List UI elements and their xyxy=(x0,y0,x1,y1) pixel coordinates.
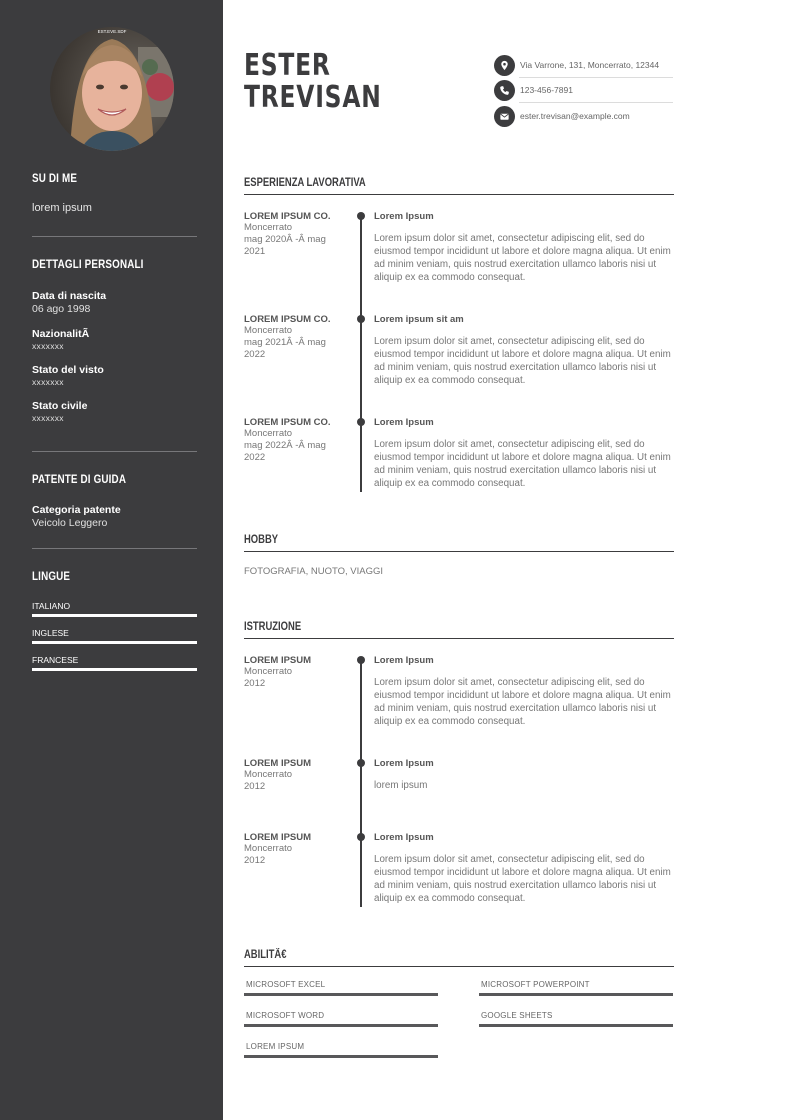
timeline-dot xyxy=(357,418,365,426)
email-text[interactable]: ester.trevisan@example.com xyxy=(520,111,630,121)
contact-divider xyxy=(519,102,673,103)
education-details xyxy=(374,758,672,792)
skill-item xyxy=(479,980,673,996)
company-name: LOREM IPSUM CO. xyxy=(244,211,331,222)
contact-email xyxy=(494,104,673,128)
license-value: Veicolo Leggero xyxy=(32,517,108,529)
hobby-title-text: HOBBY xyxy=(244,534,279,546)
skill-level-bar xyxy=(244,1024,438,1027)
detail-value: xxxxxxx xyxy=(32,377,64,387)
languages-title: LINGUE xyxy=(32,569,71,583)
detail-label: Stato del visto xyxy=(32,364,104,376)
school-year: 2012 xyxy=(244,855,266,866)
education-meta xyxy=(244,758,349,793)
license-title: PATENTE DI GUIDA xyxy=(32,472,127,486)
job-role: Lorem Ipsum xyxy=(374,417,434,428)
company-name: LOREM IPSUM CO. xyxy=(244,314,331,325)
education-title xyxy=(244,621,674,633)
skill-item xyxy=(244,1042,438,1058)
job-description: Lorem ipsum dolor sit amet, consectetur adipiscing elit, sed do eiusmod tempor incididunt ut labore et dolore magna aliqua. Ut enim ad minim veniam, quis nostrud exercitation ullamco laboris nisi ut aliquip ex ea commodo consequat. xyxy=(374,336,671,386)
envelope-icon xyxy=(494,106,515,127)
first-name: ESTER xyxy=(244,48,331,83)
detail-value: xxxxxxx xyxy=(32,341,64,351)
degree-description: Lorem ipsum dolor sit amet, consectetur adipiscing elit, sed do eiusmod tempor incididunt ut labore et dolore magna aliqua. Ut enim ad minim veniam, quis nostrud exercitation ullamco laboris nisi ut aliquip ex ea commodo consequat. xyxy=(374,677,671,727)
degree-title: Lorem Ipsum xyxy=(374,758,434,769)
job-description: Lorem ipsum dolor sit amet, consectetur adipiscing elit, sed do eiusmod tempor incididunt ut labore et dolore magna aliqua. Ut enim ad minim veniam, quis nostrud exercitation ullamco laboris nisi ut aliquip ex ea commodo consequat. xyxy=(374,233,671,283)
detail-label: Data di nascita xyxy=(32,290,107,302)
timeline-dot xyxy=(357,315,365,323)
personal-title: DETTAGLI PERSONALI xyxy=(32,257,144,271)
skill-name: LOREM IPSUM xyxy=(246,1042,305,1051)
job-date-end: 2022 xyxy=(244,349,266,360)
experience-meta xyxy=(244,417,349,464)
education-details xyxy=(374,832,672,905)
skill-item xyxy=(479,1011,673,1027)
phone-text[interactable]: 123-456-7891 xyxy=(520,85,573,95)
language-item xyxy=(32,655,197,671)
degree-description: Lorem ipsum dolor sit amet, consectetur adipiscing elit, sed do eiusmod tempor incididunt ut labore et dolore magna aliqua. Ut enim ad minim veniam, quis nostrud exercitation ullamco laboris nisi ut aliquip ex ea commodo consequat. xyxy=(374,854,671,904)
school-location: Moncerrato xyxy=(244,666,293,677)
education-title-text: ISTRUZIONE xyxy=(244,621,302,633)
section-rule xyxy=(244,638,674,639)
school-name: LOREM IPSUM xyxy=(244,655,312,666)
detail-label: NazionalitÃ xyxy=(32,328,90,340)
job-role: Lorem Ipsum xyxy=(374,211,434,222)
hobby-text: FOTOGRAFIA, NUOTO, VIAGGI xyxy=(244,566,383,577)
education-meta xyxy=(244,655,349,690)
experience-timeline xyxy=(360,216,362,492)
languages-section xyxy=(32,569,197,671)
experience-details xyxy=(374,211,672,284)
job-date: mag 2021Â -Â mag xyxy=(244,337,326,348)
skills-title-text: ABILITÃ€ xyxy=(244,949,287,961)
about-text: lorem ipsum xyxy=(32,202,92,214)
sidebar-divider xyxy=(32,236,197,237)
school-year: 2012 xyxy=(244,781,266,792)
license-section xyxy=(32,472,197,529)
experience-meta xyxy=(244,211,349,258)
section-rule xyxy=(244,194,674,195)
timeline-dot xyxy=(357,833,365,841)
contact-address xyxy=(494,53,673,77)
section-rule xyxy=(244,551,674,552)
personal-section xyxy=(32,257,197,423)
job-date-end: 2021 xyxy=(244,246,266,257)
education-meta xyxy=(244,832,349,867)
school-location: Moncerrato xyxy=(244,769,293,780)
detail-label: Stato civile xyxy=(32,400,88,412)
timeline-dot xyxy=(357,212,365,220)
job-role: Lorem ipsum sit am xyxy=(374,314,464,325)
language-level-bar xyxy=(32,614,197,617)
language-level-bar xyxy=(32,641,197,644)
photo-caption: EST.EVE.SDF xyxy=(97,29,127,34)
license-label: Categoria patente xyxy=(32,504,121,516)
skills-title xyxy=(244,949,674,961)
school-year: 2012 xyxy=(244,678,266,689)
skill-item xyxy=(244,980,438,996)
job-date-end: 2022 xyxy=(244,452,266,463)
detail-value: 06 ago 1998 xyxy=(32,303,91,315)
experience-meta xyxy=(244,314,349,361)
job-date: mag 2020Â -Â mag xyxy=(244,234,326,245)
address-text: Via Varrone, 131, Moncerrato, 12344 xyxy=(520,60,660,70)
personal-item xyxy=(32,364,197,387)
school-name: LOREM IPSUM xyxy=(244,758,312,769)
language-item xyxy=(32,601,197,617)
skill-name: GOOGLE SHEETS xyxy=(481,1011,553,1020)
skill-name: MICROSOFT WORD xyxy=(246,1011,325,1020)
skill-name: MICROSOFT EXCEL xyxy=(246,980,326,989)
job-location: Moncerrato xyxy=(244,222,293,233)
job-location: Moncerrato xyxy=(244,325,293,336)
profile-photo xyxy=(50,27,174,151)
contact-phone xyxy=(494,78,673,102)
experience-title xyxy=(244,177,674,189)
timeline-dot xyxy=(357,656,365,664)
section-rule xyxy=(244,966,674,967)
school-location: Moncerrato xyxy=(244,843,293,854)
degree-title: Lorem Ipsum xyxy=(374,832,434,843)
school-name: LOREM IPSUM xyxy=(244,832,312,843)
about-section xyxy=(32,171,197,214)
language-item xyxy=(32,628,197,644)
job-location: Moncerrato xyxy=(244,428,293,439)
experience-details xyxy=(374,314,672,387)
sidebar-divider xyxy=(32,451,197,452)
job-description: Lorem ipsum dolor sit amet, consectetur adipiscing elit, sed do eiusmod tempor incididunt ut labore et dolore magna aliqua. Ut enim ad minim veniam, quis nostrud exercitation ullamco laboris nisi ut aliquip ex ea commodo consequat. xyxy=(374,439,671,489)
degree-title: Lorem Ipsum xyxy=(374,655,434,666)
skill-level-bar xyxy=(479,1024,673,1027)
education-timeline xyxy=(360,660,362,907)
language-name: INGLESE xyxy=(32,628,69,638)
sidebar-divider xyxy=(32,548,197,549)
last-name: TREVISAN xyxy=(244,80,382,115)
education-details xyxy=(374,655,672,728)
skill-name: MICROSOFT POWERPOINT xyxy=(481,980,590,989)
language-name: FRANCESE xyxy=(32,655,79,665)
job-date: mag 2022Â -Â mag xyxy=(244,440,326,451)
hobby-title xyxy=(244,534,674,546)
experience-details xyxy=(374,417,672,490)
skill-level-bar xyxy=(244,993,438,996)
full-name xyxy=(244,50,382,114)
skill-level-bar xyxy=(479,993,673,996)
about-title: SU DI ME xyxy=(32,171,78,185)
phone-icon xyxy=(494,80,515,101)
experience-title-text: ESPERIENZA LAVORATIVA xyxy=(244,177,366,189)
degree-description: lorem ipsum xyxy=(374,780,428,791)
personal-item xyxy=(32,290,197,315)
sidebar xyxy=(0,0,223,1120)
skill-item xyxy=(244,1011,438,1027)
personal-item xyxy=(32,328,197,351)
skill-level-bar xyxy=(244,1055,438,1058)
language-level-bar xyxy=(32,668,197,671)
personal-item xyxy=(32,400,197,423)
language-name: ITALIANO xyxy=(32,601,71,611)
location-pin-icon xyxy=(494,55,515,76)
detail-value: xxxxxxx xyxy=(32,413,64,423)
company-name: LOREM IPSUM CO. xyxy=(244,417,331,428)
timeline-dot xyxy=(357,759,365,767)
